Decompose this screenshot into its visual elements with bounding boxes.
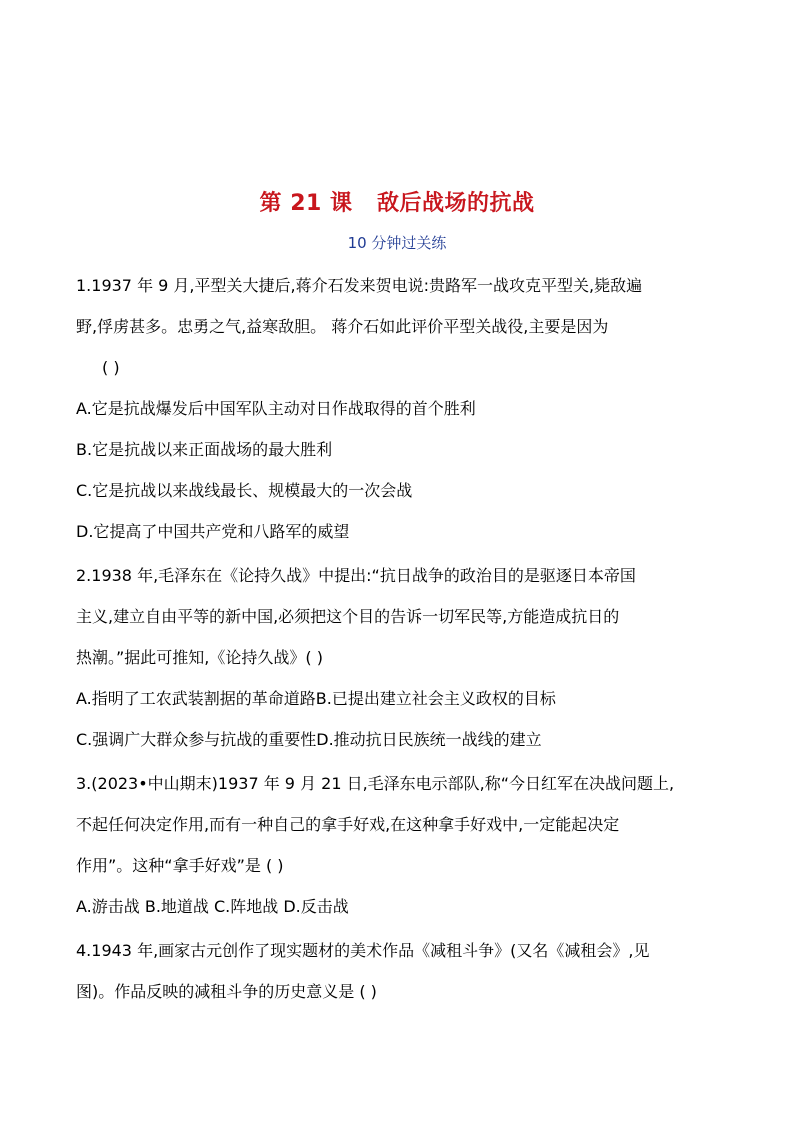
question-1-text-line-1: 1.1937 年 9 月,平型关大捷后,蒋介石发来贺电说:贵路军一战攻克平型关,毙敌遍: [76, 276, 643, 295]
question-3-text-line-3: 作用”。这种“拿手好戏”是 ( ): [76, 856, 284, 875]
question-2-text-line-2: 主义,建立自由平等的新中国,必须把这个目的告诉一切军民等,方能造成抗日的: [76, 607, 620, 626]
lesson-subtitle: 10 分钟过关练: [347, 234, 447, 252]
question-3-text-line-2: 不起任何决定作用,而有一种自己的拿手好戏,在这种拿手好戏中,一定能起决定: [76, 815, 620, 834]
question-4-text-line-2: 图)。作品反映的减租斗争的历史意义是 ( ): [76, 982, 377, 1001]
question-1-option-c: C.它是抗战以来战线最长、规模最大的一次会战: [76, 481, 413, 500]
question-2-text-line-1: 2.1938 年,毛泽东在《论持久战》中提出:“抗日战争的政治目的是驱逐日本帝国: [76, 566, 636, 585]
question-2-text-line-3: 热潮。”据此可推知,《论持久战》( ): [76, 648, 323, 667]
question-1-option-b: B.它是抗战以来正面战场的最大胜利: [76, 440, 333, 459]
question-1-text-line-2: 野,俘虏甚多。忠勇之气,益寒敌胆。 蒋介石如此评价平型关战役,主要是因为: [76, 317, 609, 336]
question-4-text-line-1: 4.1943 年,画家古元创作了现实题材的美术作品《减租斗争》(又名《减租会》,见: [76, 941, 650, 960]
question-2-options-cd: C.强调广大群众参与抗战的重要性D.推动抗日民族统一战线的建立: [76, 730, 542, 749]
lesson-title: 第 21 课 敌后战场的抗战: [259, 191, 535, 216]
question-1-option-d: D.它提高了中国共产党和八路军的威望: [76, 522, 350, 541]
question-1-answer-blank: ( ): [102, 358, 120, 377]
question-2-options-ab: A.指明了工农武装割据的革命道路B.已提出建立社会主义政权的目标: [76, 689, 556, 708]
question-3-text-line-1: 3.(2023•中山期末)1937 年 9 月 21 日,毛泽东电示部队,称“今日红军在决战问题上,: [76, 774, 675, 793]
question-1-option-a: A.它是抗战爆发后中国军队主动对日作战取得的首个胜利: [76, 399, 476, 418]
question-3-options: A.游击战 B.地道战 C.阵地战 D.反击战: [76, 897, 349, 916]
